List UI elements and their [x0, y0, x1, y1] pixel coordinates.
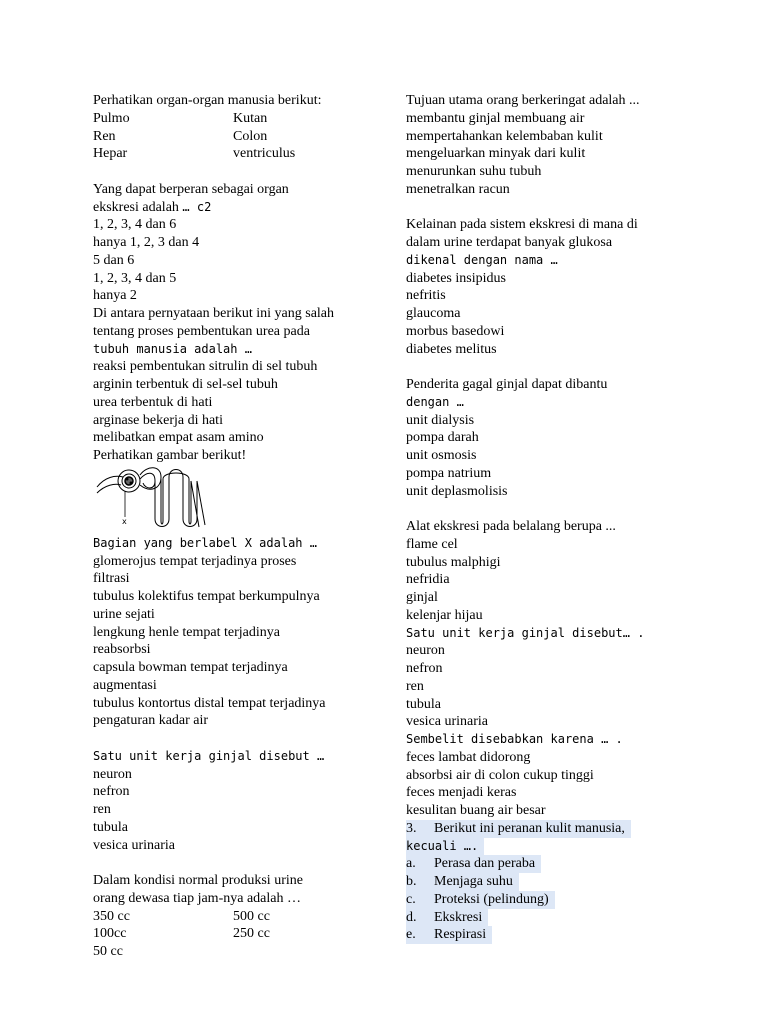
organ-row: [93, 110, 393, 128]
answer-option: augmentasi: [93, 677, 157, 693]
answer-option: arginin terbentuk di sel-sel tubuh: [93, 377, 278, 392]
question-stem: Alat ekskresi pada belalang berupa ...: [406, 519, 616, 534]
answer-option: vesica urinaria: [406, 714, 489, 730]
answer-option: ginjal: [406, 590, 438, 605]
answer-option: [406, 891, 706, 909]
answer-row: [93, 908, 393, 926]
answer-option: urine sejati: [93, 606, 155, 622]
answer-option: [406, 926, 706, 944]
option-letter: d.: [406, 909, 417, 925]
answer-row: [93, 925, 393, 943]
answer-option: glomerojus tempat terjadinya proses: [93, 553, 297, 569]
question-stem: [93, 199, 393, 217]
answer-option: arginase bekerja di hati: [93, 412, 223, 428]
answer-option: ren: [93, 802, 111, 817]
question-number: 3.: [406, 820, 417, 836]
highlighted-option: [406, 855, 541, 873]
option-text: Menjaga suhu: [434, 874, 513, 889]
answer-option: feces lambat didorong: [406, 749, 531, 765]
organ-name: ventriculus: [233, 146, 296, 162]
answer-option: hanya 1, 2, 3 dan 4: [93, 235, 200, 250]
answer-option: nefridia: [406, 572, 450, 588]
question-stem: [93, 890, 393, 908]
answer-option: melibatkan empat asam amino: [93, 430, 264, 446]
answer-option: reabsorbsi: [93, 642, 151, 658]
answer-option: 5 dan 6: [93, 252, 135, 268]
answer-option: filtrasi: [93, 571, 130, 587]
answer-option: mengeluarkan minyak dari kulit: [406, 146, 586, 162]
organ-name: Pulmo: [93, 110, 130, 126]
question-stem: [406, 838, 706, 856]
answer-option: neuron: [406, 643, 445, 659]
answer-option: 1, 2, 3, 4 dan 5: [93, 270, 177, 286]
answer-option: [406, 855, 706, 873]
answer-option: 500 cc: [233, 908, 270, 924]
nephron-illustration: [95, 467, 215, 531]
option-letter: c.: [406, 891, 416, 907]
answer-option: [406, 909, 706, 927]
answer-option: reaksi pembentukan sitrulin di sel tubuh: [93, 359, 318, 375]
answer-option: tubulus malphigi: [406, 554, 501, 570]
answer-option: tubulus kolektifus tempat berkumpulnya: [93, 589, 320, 604]
answer-option: 100cc: [93, 926, 127, 942]
answer-option: urea terbentuk di hati: [93, 394, 213, 410]
answer-option: nefron: [93, 784, 130, 800]
answer-option: lengkung henle tempat terjadinya: [93, 624, 280, 640]
answer-option: absorbsi air di colon cukup tinggi: [406, 767, 594, 783]
answer-option: vesica urinaria: [93, 837, 176, 853]
answer-option: unit deplasmolisis: [406, 483, 508, 499]
question-stem: Di antara pernyataan berikut ini yang salah: [93, 306, 335, 321]
answer-option: feces menjadi keras: [406, 785, 517, 801]
spacer: [406, 500, 706, 518]
option-letter: e.: [406, 927, 416, 943]
stem-text: Berikut ini peranan kulit manusia,: [434, 820, 625, 836]
organ-name: Hepar: [93, 146, 128, 162]
question-stem: dengan …: [406, 394, 464, 409]
answer-option: nefritis: [406, 288, 446, 304]
highlighted-option: [406, 873, 519, 891]
diagram-label-x: x: [122, 516, 127, 526]
question-stem: dalam urine terdapat banyak glukosa: [406, 235, 613, 250]
answer-option: pompa natrium: [406, 465, 492, 481]
option-text: Respirasi: [434, 927, 487, 943]
answer-option: [406, 873, 706, 891]
answer-option: 350 cc: [93, 908, 130, 924]
question-stem: Perhatikan organ-organ manusia berikut:: [93, 93, 322, 108]
answer-option: 1, 2, 3, 4 dan 6: [93, 217, 177, 233]
highlighted-stem: [406, 820, 631, 838]
spacer: [93, 854, 393, 872]
organ-row: [93, 128, 393, 146]
answer-option: pengaturan kadar air: [93, 713, 209, 729]
answer-option: capsula bowman tempat terjadinya: [93, 660, 288, 675]
question-stem: Bagian yang berlabel X adalah …: [93, 535, 317, 550]
answer-option: membantu ginjal membuang air: [406, 110, 585, 126]
answer-option: kesulitan buang air besar: [406, 803, 546, 818]
spacer: [93, 163, 393, 181]
answer-option: tubula: [406, 696, 441, 712]
stem-text: … c2: [182, 199, 212, 214]
answer-option: 50 cc: [93, 944, 123, 959]
highlighted-stem: kecuali ….: [406, 838, 484, 856]
question-stem: Dalam kondisi normal produksi urine: [93, 873, 303, 888]
answer-option: glaucoma: [406, 306, 461, 321]
left-column: [93, 92, 393, 961]
question-stem: tentang proses pembentukan urea pada: [93, 323, 310, 339]
question-stem: Satu unit kerja ginjal disebut… .: [406, 625, 645, 640]
organ-name: Colon: [233, 128, 268, 144]
answer-option: flame cel: [406, 536, 458, 552]
answer-option: hanya 2: [93, 288, 137, 304]
question-stem: Penderita gagal ginjal dapat dibantu: [406, 377, 608, 392]
organ-name: Ren: [93, 128, 116, 144]
option-text: Proteksi (pelindung): [434, 891, 549, 907]
answer-option: unit osmosis: [406, 448, 477, 463]
spacer: [406, 199, 706, 217]
question-stem: Sembelit disebabkan karena … .: [406, 732, 623, 746]
answer-option: mempertahankan kelembaban kulit: [406, 128, 603, 144]
right-column: [406, 92, 706, 944]
question-stem: [406, 820, 706, 838]
option-letter: a.: [406, 856, 416, 872]
question-stem: Kelainan pada sistem ekskresi di mana di: [406, 217, 638, 233]
question-stem: dikenal dengan nama …: [406, 252, 558, 267]
question-stem: Tujuan utama orang berkeringat adalah ...: [406, 93, 640, 108]
answer-option: diabetes insipidus: [406, 270, 506, 286]
stem-text: orang dewasa tiap jam-nya adalah …: [93, 890, 301, 906]
answer-option: kelenjar hijau: [406, 607, 483, 623]
nephron-diagram: [93, 465, 393, 535]
answer-option: neuron: [93, 766, 132, 782]
answer-option: morbus basedowi: [406, 323, 505, 339]
answer-option: diabetes melitus: [406, 341, 497, 357]
option-text: Perasa dan peraba: [434, 856, 536, 872]
organ-row: [93, 145, 393, 163]
answer-option: tubula: [93, 819, 128, 835]
answer-option: menetralkan racun: [406, 181, 510, 197]
option-text: Ekskresi: [434, 909, 483, 925]
organ-name: Kutan: [233, 110, 268, 126]
option-letter: b.: [406, 874, 417, 889]
spacer: [93, 730, 393, 748]
answer-option: pompa darah: [406, 430, 479, 446]
spacer: [406, 358, 706, 376]
answer-option: 250 cc: [233, 926, 270, 942]
highlighted-option: [406, 909, 488, 927]
answer-option: tubulus kontortus distal tempat terjadinya: [93, 695, 326, 711]
highlighted-option: [406, 926, 492, 944]
question-stem: Yang dapat berperan sebagai organ: [93, 181, 289, 197]
question-stem: Satu unit kerja ginjal disebut …: [93, 748, 325, 763]
highlighted-option: [406, 891, 555, 909]
answer-option: unit dialysis: [406, 412, 475, 428]
stem-text: ekskresi adalah: [93, 199, 183, 215]
question-stem: Perhatikan gambar berikut!: [93, 448, 247, 463]
answer-option: ren: [406, 678, 424, 694]
answer-option: menurunkan suhu tubuh: [406, 164, 542, 179]
question-stem: tubuh manusia adalah …: [93, 341, 252, 356]
answer-option: nefron: [406, 661, 443, 676]
